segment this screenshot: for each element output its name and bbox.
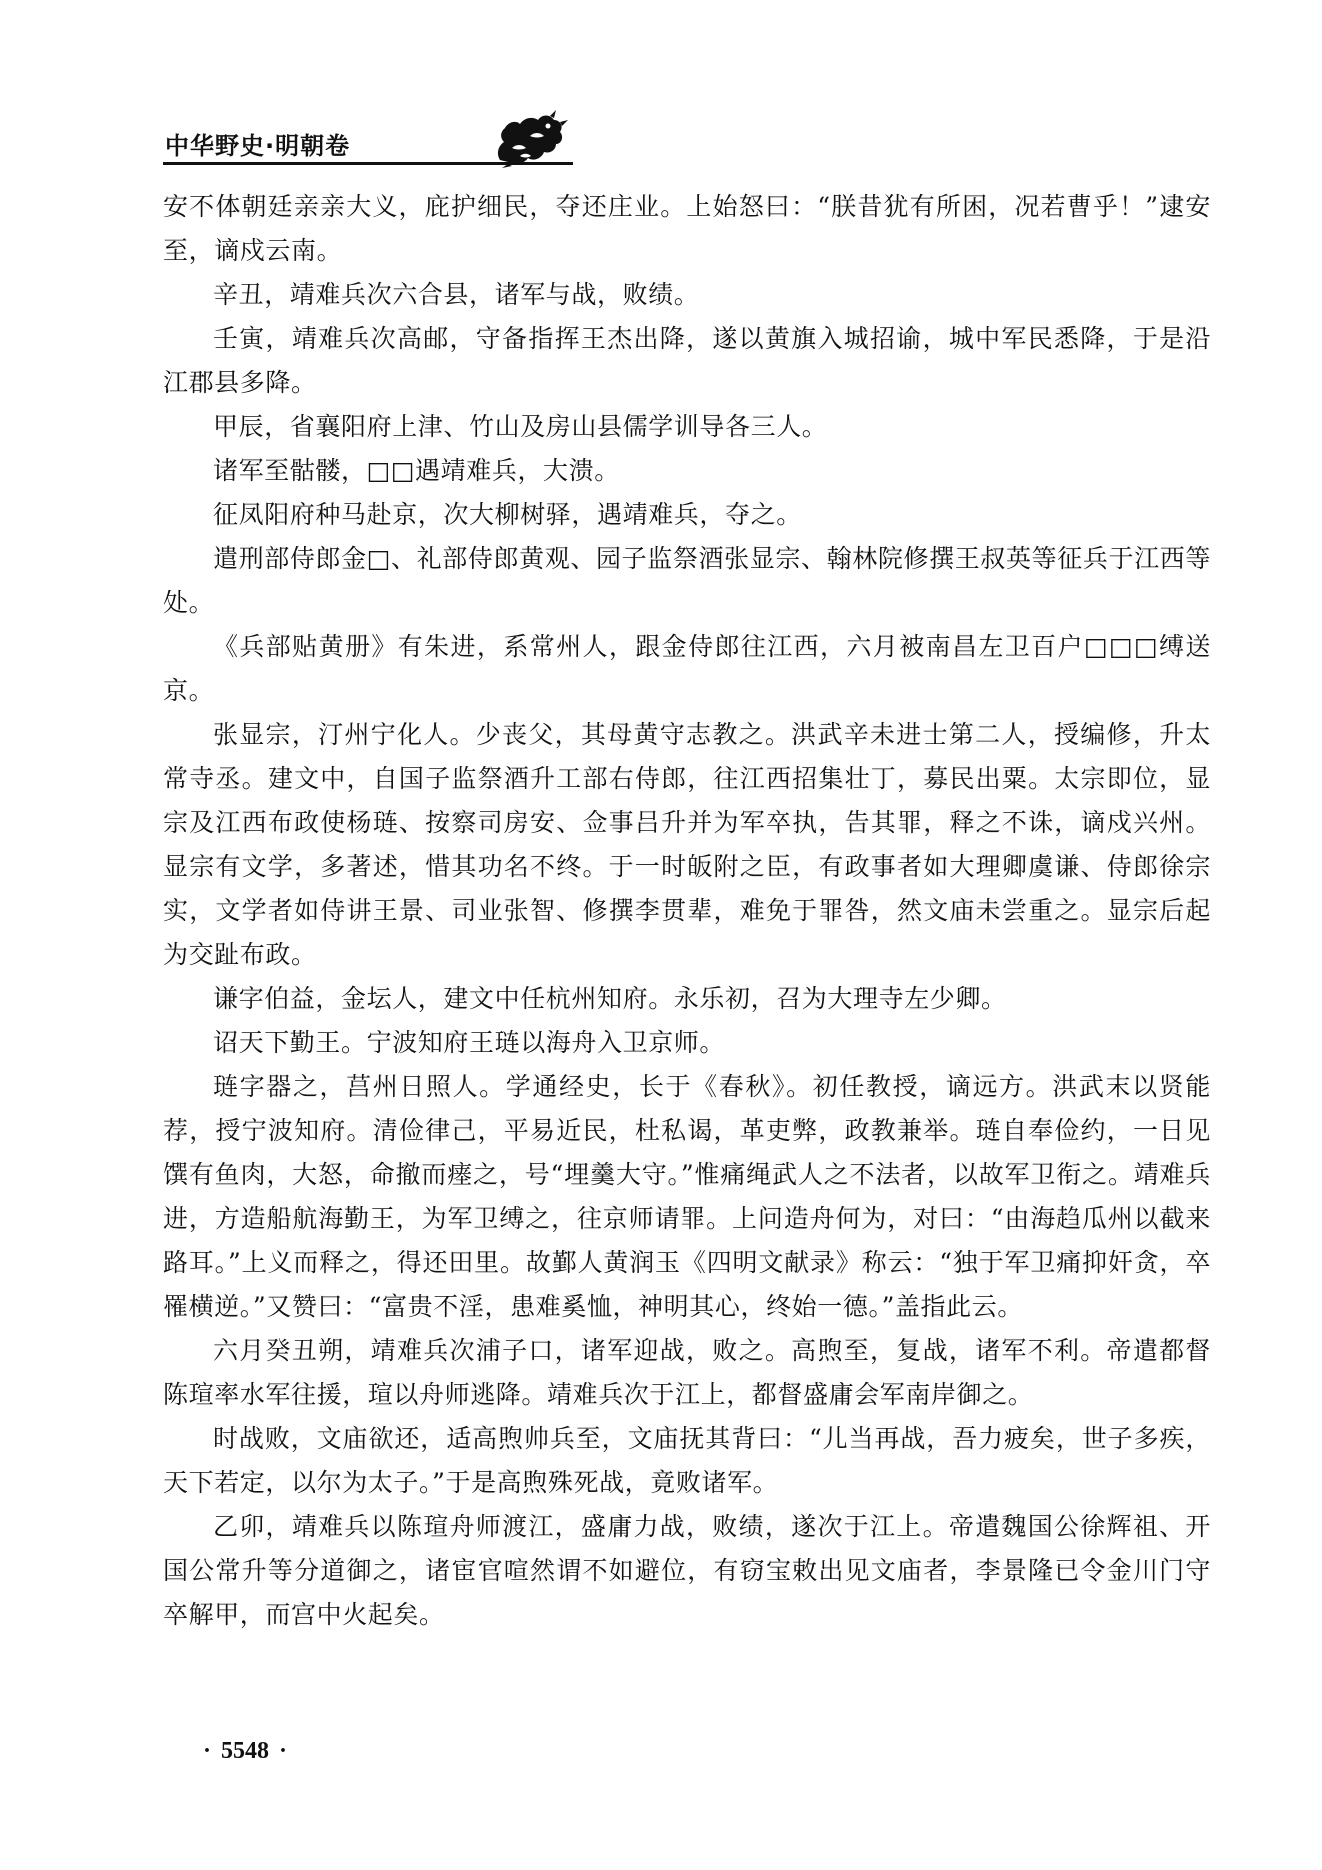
paragraph: 遣刑部侍郎金□、礼部侍郎黄观、园子监祭酒张显宗、翰林院修撰王叔英等征兵于江西等处。 <box>163 544 1211 617</box>
paragraph: 诸军至骷髅，□□遇靖难兵，大溃。 <box>213 456 620 485</box>
page-body <box>163 185 1211 1637</box>
page-number-value: 5548 <box>221 1738 270 1764</box>
paragraph: 甲辰，省襄阳府上津、竹山及房山县儒学训导各三人。 <box>213 412 828 441</box>
paragraph: 时战败，文庙欲还，适高煦帅兵至，文庙抚其背曰：“儿当再战，吾力疲矣，世子多疾，天下若定，以尔为太子。”于是高煦殊死战，竟败诸军。 <box>163 1424 1211 1497</box>
paragraph: 琏字器之，莒州日照人。学通经史，长于《春秋》。初任教授，谪远方。洪武末以贤能荐，授宁波知府。清俭律己，平易近民，杜私谒，革吏弊，政教兼举。琏自奉俭约，一日见馔有鱼肉，大怒，命撤而瘗之，号“埋羹大守。”惟痛绳武人之不法者，以故军卫衔之。靖难兵进，方造船航海勤王，为军卫缚之，往京师请罪。上问造舟何为，对曰：“由海趋瓜州以截来路耳。”上义而释之，得还田里。故鄞人黄润玉《四明文献录》称云：“独于军卫痛抑奸贪，卒罹横逆。”又赞曰：“富贵不淫，患难奚恤，神明其心，终始一德。”盖指此云。 <box>163 1072 1211 1321</box>
paragraph: 六月癸丑朔，靖难兵次浦子口，诸军迎战，败之。高煦至，复战，诸军不利。帝遣都督陈瑄率水军往援，瑄以舟师逃降。靖难兵次于江上，都督盛庸会军南岸御之。 <box>163 1336 1211 1409</box>
paragraph: 安不体朝廷亲亲大义，庇护细民，夺还庄业。上始怒曰：“朕昔犹有所困，况若曹乎！”逮安至，谪戍云南。 <box>163 192 1211 265</box>
dragon-emblem-icon <box>490 108 568 168</box>
paragraph: 辛丑，靖难兵次六合县，诸军与战，败绩。 <box>213 280 700 309</box>
paragraph: 乙卯，靖难兵以陈瑄舟师渡江，盛庸力战，败绩，遂次于江上。帝遣魏国公徐辉祖、开国公常升等分道御之，诸宦官喧然谓不如避位，有窃宝敕出见文庙者，李景隆已令金川门守卒解甲，而宫中火起矣。 <box>163 1512 1211 1629</box>
page-number-dot-left: · <box>203 1738 212 1764</box>
page-number <box>193 1738 297 1765</box>
paragraph: 张显宗，汀州宁化人。少丧父，其母黄守志教之。洪武辛未进士第二人，授编修，升太常寺丞。建文中，自国子监祭酒升工部右侍郎，往江西招集壮丁，募民出粟。太宗即位，显宗及江西布政使杨琏、按察司房安、佥事吕升并为军卒执，告其罪，释之不诛，谪戍兴州。显宗有文学，多著述，惜其功名不终。于一时皈附之臣，有政事者如大理卿虞谦、侍郎徐宗实，文学者如侍讲王景、司业张智、修撰李贯辈，难免于罪咎，然文庙未尝重之。显宗后起为交趾布政。 <box>163 720 1211 969</box>
paragraph: 谦字伯益，金坛人，建文中任杭州知府。永乐初，召为大理寺左少卿。 <box>213 984 1007 1013</box>
book-title: 中华野史·明朝卷 <box>165 132 351 160</box>
paragraph: 征凤阳府种马赴京，次大柳树驿，遇靖难兵，夺之。 <box>213 500 802 529</box>
paragraph: 诏天下勤王。宁波知府王琏以海舟入卫京师。 <box>213 1028 726 1057</box>
paragraph: 壬寅，靖难兵次高邮，守备指挥王杰出降，遂以黄旗入城招谕，城中军民悉降，于是沿江郡县多降。 <box>163 324 1211 397</box>
paragraph: 《兵部贴黄册》有朱进，系常州人，跟金侍郎往江西，六月被南昌左卫百户□□□缚送京。 <box>163 632 1211 705</box>
page-number-dot-right: · <box>279 1738 288 1764</box>
